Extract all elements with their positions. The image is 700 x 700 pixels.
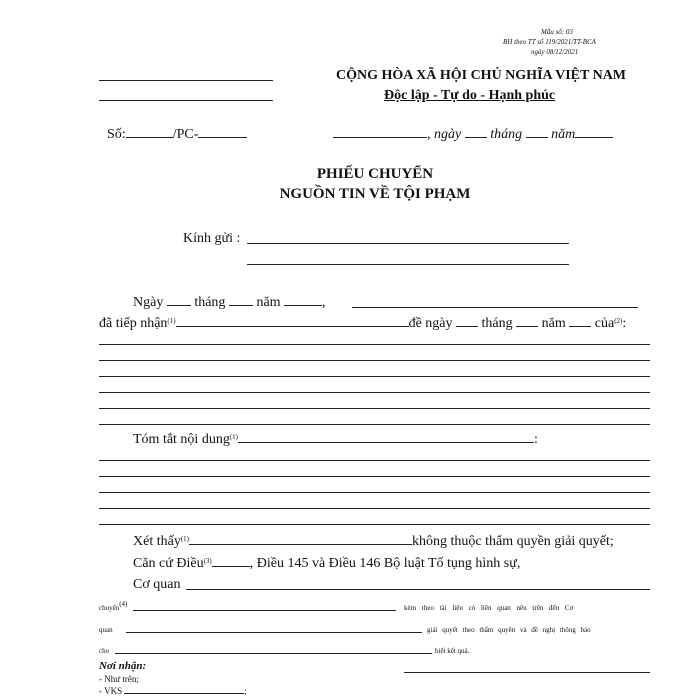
content-line[interactable]: [99, 344, 650, 345]
summary-content-line[interactable]: [99, 508, 650, 509]
transfer-line-1: chuyển$^{(4)}$: [99, 600, 128, 612]
content-line[interactable]: [99, 392, 650, 393]
signature-line[interactable]: [404, 672, 650, 673]
resolve-text: giải quyết theo thẩm quyền và đề nghị thông báo: [427, 626, 591, 634]
received-content-blank[interactable]: [176, 325, 409, 327]
form-number: Mẫu số: 03: [541, 28, 573, 36]
so-label: Số:: [107, 127, 126, 142]
received-line: đã tiếp nhận$^{(1)}$ đề ngày tháng năm của$^{(2)}$:: [99, 316, 627, 331]
xet-thay-line: Xét thấy$^{(1)}$ không thuộc thẩm quyền giải quyết;: [133, 534, 614, 549]
recipient-line-2[interactable]: [247, 264, 569, 265]
received-date-line: Ngày tháng năm ,: [133, 295, 326, 310]
agency-to-line[interactable]: [126, 632, 422, 633]
place-blank[interactable]: [333, 136, 427, 138]
summary-content-line[interactable]: [99, 492, 650, 493]
recipient-item: - Như trên;: [99, 674, 139, 684]
recipient-item-vks: - VKS ;: [99, 686, 247, 696]
date-line: [333, 127, 613, 143]
so-blank[interactable]: [126, 136, 173, 138]
received-day-blank[interactable]: [167, 304, 191, 306]
xet-thay-blank[interactable]: [189, 543, 412, 545]
summary-content-line[interactable]: [99, 476, 650, 477]
title-line-1: PHIẾU CHUYỂN: [316, 166, 434, 182]
dated-day-blank[interactable]: [456, 325, 478, 327]
recipients-label: Nơi nhận:: [99, 660, 147, 672]
summary-content-line[interactable]: [99, 524, 650, 525]
date-thang: tháng: [490, 127, 523, 142]
received-year-blank[interactable]: [284, 304, 322, 306]
date-nam: năm: [551, 127, 576, 142]
date-ngay: , ngày: [427, 127, 462, 142]
dated-month-blank[interactable]: [516, 325, 538, 327]
dieu-blank[interactable]: [212, 565, 250, 567]
summary-line: Tóm tắt nội dung$^{(1)}$ :: [133, 432, 538, 447]
transfer-to-line[interactable]: [133, 610, 396, 611]
quan-line: quan: [99, 626, 113, 634]
dated-year-blank[interactable]: [569, 325, 591, 327]
can-cu-line: Căn cứ Điều$^{(3)}$ , Điều 145 và Điều 146 Bộ luật Tố tụng hình sự,: [133, 556, 521, 571]
day-blank[interactable]: [465, 136, 487, 138]
form-date: ngày 08/12/2021: [531, 48, 579, 56]
agency-line-1[interactable]: [99, 80, 273, 81]
content-line[interactable]: [99, 408, 650, 409]
recipient-line-1[interactable]: [247, 243, 569, 244]
summary-content-line[interactable]: [99, 460, 650, 461]
title-line-2: NGUỒN TIN VỀ TỘI PHẠM: [279, 186, 471, 202]
cho-label: cho: [99, 647, 110, 655]
motto: Độc lập - Tự do - Hạnh phúc: [384, 88, 556, 103]
pc-blank[interactable]: [198, 136, 247, 138]
content-line[interactable]: [99, 376, 650, 377]
month-blank[interactable]: [526, 136, 548, 138]
vks-blank[interactable]: [124, 692, 244, 694]
kinh-gui-label: Kính gửi :: [183, 231, 241, 246]
co-quan-line[interactable]: [186, 589, 650, 590]
agency-line-2[interactable]: [99, 100, 273, 101]
received-by-line[interactable]: [352, 307, 638, 308]
year-blank[interactable]: [575, 136, 613, 138]
received-month-blank[interactable]: [229, 304, 253, 306]
number-line: [107, 127, 247, 143]
content-line[interactable]: [99, 360, 650, 361]
summary-blank[interactable]: [238, 441, 534, 443]
co-quan-label: Cơ quan: [133, 577, 181, 592]
form-basis: BH theo TT số 119/2021/TT-BCA: [503, 38, 596, 46]
content-line[interactable]: [99, 424, 650, 425]
result-text: biết kết quả.: [435, 647, 470, 655]
notify-line[interactable]: [115, 653, 432, 654]
country-name: CỘNG HÒA XÃ HỘI CHỦ NGHĨA VIỆT NAM: [336, 68, 627, 83]
attachments-text: kèm theo tài liệu có liên quan nêu trên đến Cơ: [404, 604, 574, 612]
pc-label: /PC-: [172, 127, 199, 142]
